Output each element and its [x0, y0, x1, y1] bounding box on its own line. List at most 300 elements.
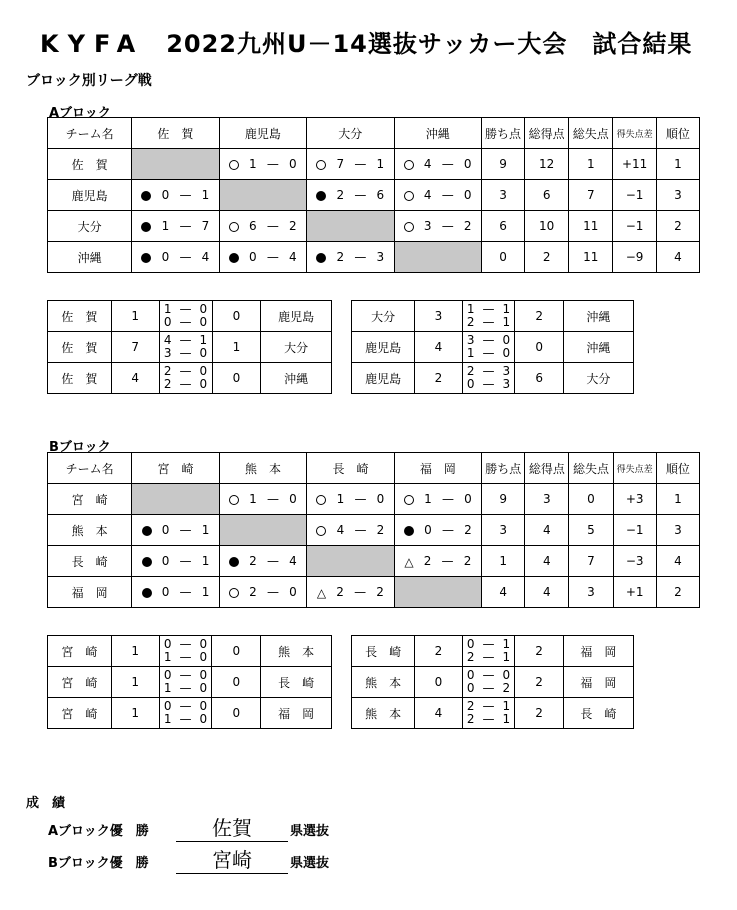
- half-home-goals: 1: [466, 302, 475, 316]
- score-separator: —: [179, 364, 192, 378]
- half-away-goals: 0: [199, 364, 208, 378]
- half-home-goals: 2: [466, 315, 475, 329]
- half-home-goals: 2: [466, 699, 475, 713]
- goals-for: 4: [423, 188, 432, 202]
- loss-dot-icon: [142, 557, 152, 567]
- half-scores: [159, 667, 212, 698]
- stat-gd: −1: [613, 211, 656, 242]
- stat-ga: 1: [569, 149, 613, 180]
- score-separator: —: [179, 377, 192, 391]
- half-scores: [159, 698, 212, 729]
- score-separator: —: [266, 157, 279, 171]
- half-away-goals: 0: [502, 346, 511, 360]
- half-away-goals: 1: [502, 699, 511, 713]
- half-scores-wrap: [463, 700, 515, 726]
- half-home-goals: 1: [163, 681, 172, 695]
- stat-rank: 2: [656, 577, 699, 608]
- score-separator: —: [482, 333, 495, 347]
- goals-for: 1: [424, 492, 432, 506]
- half-home-goals: 0: [466, 637, 475, 651]
- score-separator: —: [482, 364, 495, 378]
- loss-dot-icon: [316, 191, 326, 201]
- half-line: [160, 682, 212, 695]
- score-separator: —: [179, 637, 192, 651]
- stat-ga: 0: [569, 484, 613, 515]
- half-home-goals: 1: [163, 712, 172, 726]
- match-result-cell: [394, 484, 481, 515]
- match-row: [48, 363, 332, 394]
- win-circle-icon: [404, 160, 414, 170]
- block-b-matches-right: [351, 635, 634, 729]
- match-row: [48, 636, 332, 667]
- self-match-cell: [394, 577, 481, 608]
- score-separator: —: [179, 650, 192, 664]
- score-separator: —: [482, 712, 495, 726]
- stat-gd: −9: [613, 242, 656, 273]
- half-away-goals: 0: [199, 699, 208, 713]
- match-result-cell: [394, 149, 481, 180]
- column-header: 熊 本: [219, 453, 306, 484]
- half-away-goals: 0: [199, 650, 208, 664]
- score-separator: —: [179, 523, 192, 537]
- win-circle-icon: [229, 222, 239, 232]
- home-team: 大分: [352, 301, 415, 332]
- score-separator: —: [354, 585, 367, 599]
- half-away-goals: 0: [502, 668, 511, 682]
- goals-against: 2: [463, 219, 472, 233]
- match-row: [352, 667, 634, 698]
- half-away-goals: 0: [199, 712, 208, 726]
- match-result-cell: [307, 242, 394, 273]
- goals-against: 4: [201, 250, 210, 264]
- column-header: 勝ち点: [482, 453, 525, 484]
- loss-dot-icon: [404, 526, 414, 536]
- score-separator: —: [179, 699, 192, 713]
- block-b-winner-label: Bブロック優 勝: [48, 856, 149, 871]
- block-b-suffix: 県選抜: [290, 856, 330, 871]
- half-scores: [462, 698, 515, 729]
- home-team: 熊 本: [352, 698, 415, 729]
- half-scores: [462, 636, 515, 667]
- self-match-cell: [219, 515, 306, 546]
- half-line: [160, 651, 212, 664]
- stat-pts: 3: [481, 180, 524, 211]
- away-score: 0: [212, 698, 261, 729]
- away-score: 0: [212, 636, 261, 667]
- half-home-goals: 4: [163, 333, 172, 347]
- score-separator: —: [179, 302, 192, 316]
- goals-against: 0: [289, 157, 297, 171]
- half-home-goals: 1: [163, 302, 172, 316]
- half-scores: [462, 667, 515, 698]
- self-match-cell: [394, 242, 481, 273]
- score-separator: —: [179, 712, 192, 726]
- block-b-matches-left: [47, 635, 332, 729]
- goals-against: 1: [376, 157, 385, 171]
- half-line: [463, 378, 515, 391]
- home-team: 長 崎: [352, 636, 415, 667]
- match-result-cell: [132, 242, 219, 273]
- self-match-cell: [219, 180, 306, 211]
- away-team: 熊 本: [261, 636, 332, 667]
- half-line: [463, 713, 515, 726]
- goals-for: 0: [424, 523, 432, 537]
- score-separator: —: [482, 650, 495, 664]
- half-away-goals: 1: [502, 315, 511, 329]
- stat-gf: 4: [525, 577, 569, 608]
- half-scores: [462, 332, 515, 363]
- org-name: KYFA: [40, 30, 145, 58]
- half-scores: [159, 636, 212, 667]
- column-header: 佐 賀: [132, 118, 219, 149]
- home-score: 1: [111, 667, 159, 698]
- goals-against: 2: [463, 554, 472, 568]
- away-team: 福 岡: [563, 636, 633, 667]
- half-away-goals: 0: [199, 637, 208, 651]
- stat-rank: 1: [656, 149, 699, 180]
- stat-rank: 2: [656, 211, 699, 242]
- home-team: 宮 崎: [48, 636, 112, 667]
- team-row: [48, 515, 700, 546]
- half-scores-wrap: [160, 334, 212, 360]
- goals-against: 1: [201, 188, 210, 202]
- half-home-goals: 2: [163, 377, 172, 391]
- stat-gd: +1: [613, 577, 656, 608]
- home-score: 4: [111, 363, 159, 394]
- title-main: 2022九州U－14選抜サッカー大会 試合結果: [166, 30, 693, 58]
- half-line: [463, 682, 515, 695]
- score-separator: —: [441, 492, 454, 506]
- away-score: 0: [515, 332, 563, 363]
- goals-against: 6: [376, 188, 385, 202]
- stat-gd: −1: [613, 180, 656, 211]
- match-result-cell: [219, 546, 306, 577]
- goals-for: 2: [336, 250, 345, 264]
- score-separator: —: [266, 219, 279, 233]
- win-circle-icon: [316, 526, 326, 536]
- goals-for: 3: [423, 219, 432, 233]
- stat-gd: −1: [613, 515, 656, 546]
- goals-for: 2: [336, 585, 344, 599]
- score-separator: —: [482, 637, 495, 651]
- loss-dot-icon: [141, 222, 151, 232]
- goals-for: 0: [161, 585, 170, 599]
- stat-rank: 1: [656, 484, 699, 515]
- stat-gd: +3: [613, 484, 656, 515]
- goals-for: 2: [336, 188, 345, 202]
- away-score: 0: [212, 667, 261, 698]
- half-home-goals: 2: [466, 364, 475, 378]
- score-separator: —: [354, 157, 367, 171]
- half-scores-wrap: [160, 638, 212, 664]
- score-separator: —: [179, 250, 192, 264]
- score-separator: —: [267, 554, 279, 568]
- match-result-cell: [132, 515, 219, 546]
- goals-for: 4: [336, 523, 345, 537]
- half-home-goals: 0: [466, 377, 475, 391]
- half-scores: [462, 363, 515, 394]
- match-result-cell: [307, 484, 394, 515]
- win-circle-icon: [404, 495, 414, 505]
- half-home-goals: 0: [163, 699, 172, 713]
- team-row: [48, 242, 700, 273]
- score-separator: —: [267, 585, 279, 599]
- home-score: 3: [415, 301, 462, 332]
- half-away-goals: 1: [502, 637, 511, 651]
- block-a-matches-left: [47, 300, 332, 394]
- half-away-goals: 0: [502, 333, 511, 347]
- goals-for: 0: [161, 250, 170, 264]
- home-team: 熊 本: [352, 667, 415, 698]
- goals-for: 2: [249, 585, 257, 599]
- stat-gf: 4: [525, 546, 569, 577]
- column-header: チーム名: [48, 118, 132, 149]
- team-name: 長 崎: [48, 546, 132, 577]
- self-match-cell: [307, 546, 394, 577]
- header-row: [48, 118, 700, 149]
- half-home-goals: 1: [163, 650, 172, 664]
- stat-ga: 3: [569, 577, 613, 608]
- score-separator: —: [179, 554, 192, 568]
- half-scores: [462, 301, 515, 332]
- goals-for: 1: [249, 157, 257, 171]
- column-header: 福 岡: [394, 453, 481, 484]
- stat-pts: 0: [481, 242, 524, 273]
- home-score: 4: [415, 332, 462, 363]
- goals-for: 7: [336, 157, 345, 171]
- score-separator: —: [354, 523, 367, 537]
- home-team: 鹿児島: [352, 332, 415, 363]
- stat-gd: +11: [613, 149, 656, 180]
- half-scores: [159, 332, 212, 363]
- team-row: [48, 546, 700, 577]
- column-header: チーム名: [48, 453, 132, 484]
- home-score: 0: [415, 667, 462, 698]
- away-score: 2: [515, 667, 563, 698]
- column-header: 大分: [307, 118, 394, 149]
- match-row: [48, 301, 332, 332]
- stat-gf: 4: [525, 515, 569, 546]
- column-header: 長 崎: [307, 453, 394, 484]
- half-scores-wrap: [463, 669, 515, 695]
- half-scores-wrap: [160, 365, 212, 391]
- match-result-cell: [219, 149, 306, 180]
- match-result-cell: [394, 546, 481, 577]
- stat-pts: 3: [482, 515, 525, 546]
- away-team: 大分: [261, 332, 332, 363]
- draw-triangle-icon: △: [404, 554, 414, 569]
- match-row: [352, 332, 634, 363]
- half-away-goals: 0: [199, 302, 208, 316]
- stat-rank: 4: [656, 546, 699, 577]
- stat-ga: 11: [569, 211, 613, 242]
- block-b-label: Bブロック: [49, 440, 111, 455]
- stat-pts: 4: [482, 577, 525, 608]
- stat-pts: 1: [482, 546, 525, 577]
- win-circle-icon: [229, 160, 239, 170]
- half-home-goals: 0: [466, 668, 475, 682]
- score-separator: —: [354, 492, 367, 506]
- match-row: [352, 301, 634, 332]
- goals-for: 1: [336, 492, 345, 506]
- away-score: 0: [212, 301, 261, 332]
- column-header: 総失点: [569, 118, 613, 149]
- block-a-label: Aブロック: [49, 106, 111, 121]
- score-separator: —: [179, 346, 192, 360]
- results-heading: 成 績: [26, 796, 66, 811]
- loss-dot-icon: [142, 588, 152, 598]
- half-scores-wrap: [463, 334, 515, 360]
- block-b-standings: [47, 452, 700, 608]
- stat-ga: 11: [569, 242, 613, 273]
- win-circle-icon: [404, 191, 414, 201]
- loss-dot-icon: [141, 191, 151, 201]
- goals-for: 0: [161, 188, 170, 202]
- half-home-goals: 0: [163, 315, 172, 329]
- team-row: [48, 149, 700, 180]
- block-a-suffix: 県選抜: [290, 824, 330, 839]
- self-match-cell: [307, 211, 394, 242]
- score-separator: —: [354, 188, 367, 202]
- stat-ga: 5: [569, 515, 613, 546]
- team-row: [48, 211, 700, 242]
- home-score: 2: [415, 636, 462, 667]
- goals-for: 1: [249, 492, 257, 506]
- half-line: [463, 316, 515, 329]
- goals-against: 1: [201, 523, 210, 537]
- block-b-winner: 宮崎: [176, 844, 288, 874]
- column-header: 順位: [656, 118, 699, 149]
- home-score: 2: [415, 363, 462, 394]
- half-scores: [159, 363, 212, 394]
- score-separator: —: [441, 219, 454, 233]
- goals-against: 2: [464, 523, 472, 537]
- team-name: 熊 本: [48, 515, 132, 546]
- stat-pts: 6: [481, 211, 524, 242]
- half-scores: [159, 301, 212, 332]
- score-separator: —: [354, 250, 367, 264]
- stat-rank: 3: [656, 515, 699, 546]
- home-team: 佐 賀: [48, 301, 112, 332]
- home-score: 1: [111, 698, 159, 729]
- self-match-cell: [132, 484, 219, 515]
- goals-against: 3: [376, 250, 385, 264]
- half-away-goals: 1: [502, 712, 511, 726]
- away-team: 鹿児島: [261, 301, 332, 332]
- score-separator: —: [482, 681, 495, 695]
- score-separator: —: [179, 188, 192, 202]
- half-line: [160, 347, 212, 360]
- page-title: [40, 24, 692, 59]
- goals-for: 0: [249, 250, 257, 264]
- team-name: 宮 崎: [48, 484, 132, 515]
- half-scores-wrap: [463, 638, 515, 664]
- match-result-cell: [132, 211, 219, 242]
- home-score: 1: [111, 301, 159, 332]
- half-scores-wrap: [160, 700, 212, 726]
- home-score: 1: [111, 636, 159, 667]
- score-separator: —: [482, 668, 495, 682]
- half-away-goals: 0: [199, 315, 208, 329]
- header-row: [48, 453, 700, 484]
- goals-against: 0: [289, 585, 297, 599]
- away-team: 沖縄: [261, 363, 332, 394]
- match-row: [352, 636, 634, 667]
- half-away-goals: 0: [199, 668, 208, 682]
- stat-rank: 3: [656, 180, 699, 211]
- win-circle-icon: [229, 495, 239, 505]
- column-header: 鹿児島: [219, 118, 306, 149]
- half-scores-wrap: [160, 669, 212, 695]
- away-team: 長 崎: [261, 667, 332, 698]
- away-team: 沖縄: [563, 332, 633, 363]
- half-home-goals: 0: [163, 668, 172, 682]
- goals-against: 1: [201, 554, 210, 568]
- loss-dot-icon: [141, 253, 151, 263]
- team-name: 鹿児島: [48, 180, 132, 211]
- team-row: [48, 180, 700, 211]
- stat-gf: 10: [525, 211, 569, 242]
- half-away-goals: 0: [199, 346, 208, 360]
- away-team: 沖縄: [563, 301, 633, 332]
- goals-against: 2: [376, 523, 385, 537]
- team-name: 福 岡: [48, 577, 132, 608]
- match-row: [352, 698, 634, 729]
- half-home-goals: 0: [466, 681, 475, 695]
- away-team: 福 岡: [261, 698, 332, 729]
- home-team: 鹿児島: [352, 363, 415, 394]
- goals-against: 2: [289, 219, 297, 233]
- stat-gf: 3: [525, 484, 569, 515]
- away-score: 2: [515, 636, 563, 667]
- match-result-cell: [219, 211, 306, 242]
- score-separator: —: [267, 492, 279, 506]
- half-away-goals: 2: [502, 681, 511, 695]
- goals-for: 1: [161, 219, 170, 233]
- score-separator: —: [482, 699, 495, 713]
- score-separator: —: [482, 377, 495, 391]
- score-separator: —: [179, 585, 192, 599]
- match-result-cell: [394, 211, 481, 242]
- match-result-cell: [307, 149, 394, 180]
- column-header: 総得点: [525, 118, 569, 149]
- win-circle-icon: [316, 160, 326, 170]
- half-away-goals: 1: [199, 333, 208, 347]
- stat-ga: 7: [569, 180, 613, 211]
- team-name: 沖縄: [48, 242, 132, 273]
- half-line: [160, 713, 212, 726]
- win-circle-icon: [229, 588, 239, 598]
- away-score: 6: [515, 363, 563, 394]
- match-result-cell: [307, 515, 394, 546]
- half-home-goals: 1: [466, 346, 475, 360]
- half-away-goals: 0: [199, 681, 208, 695]
- half-line: [463, 347, 515, 360]
- match-result-cell: [219, 577, 306, 608]
- half-away-goals: 1: [502, 650, 511, 664]
- column-header: 総失点: [569, 453, 613, 484]
- score-separator: —: [441, 554, 454, 568]
- goals-against: 2: [376, 585, 384, 599]
- stat-pts: 9: [481, 149, 524, 180]
- win-circle-icon: [404, 222, 414, 232]
- away-team: 大分: [563, 363, 633, 394]
- block-a-winner-label: Aブロック優 勝: [48, 824, 149, 839]
- team-name: 大分: [48, 211, 132, 242]
- half-home-goals: 3: [466, 333, 475, 347]
- column-header: 宮 崎: [132, 453, 219, 484]
- team-name: 佐 賀: [48, 149, 132, 180]
